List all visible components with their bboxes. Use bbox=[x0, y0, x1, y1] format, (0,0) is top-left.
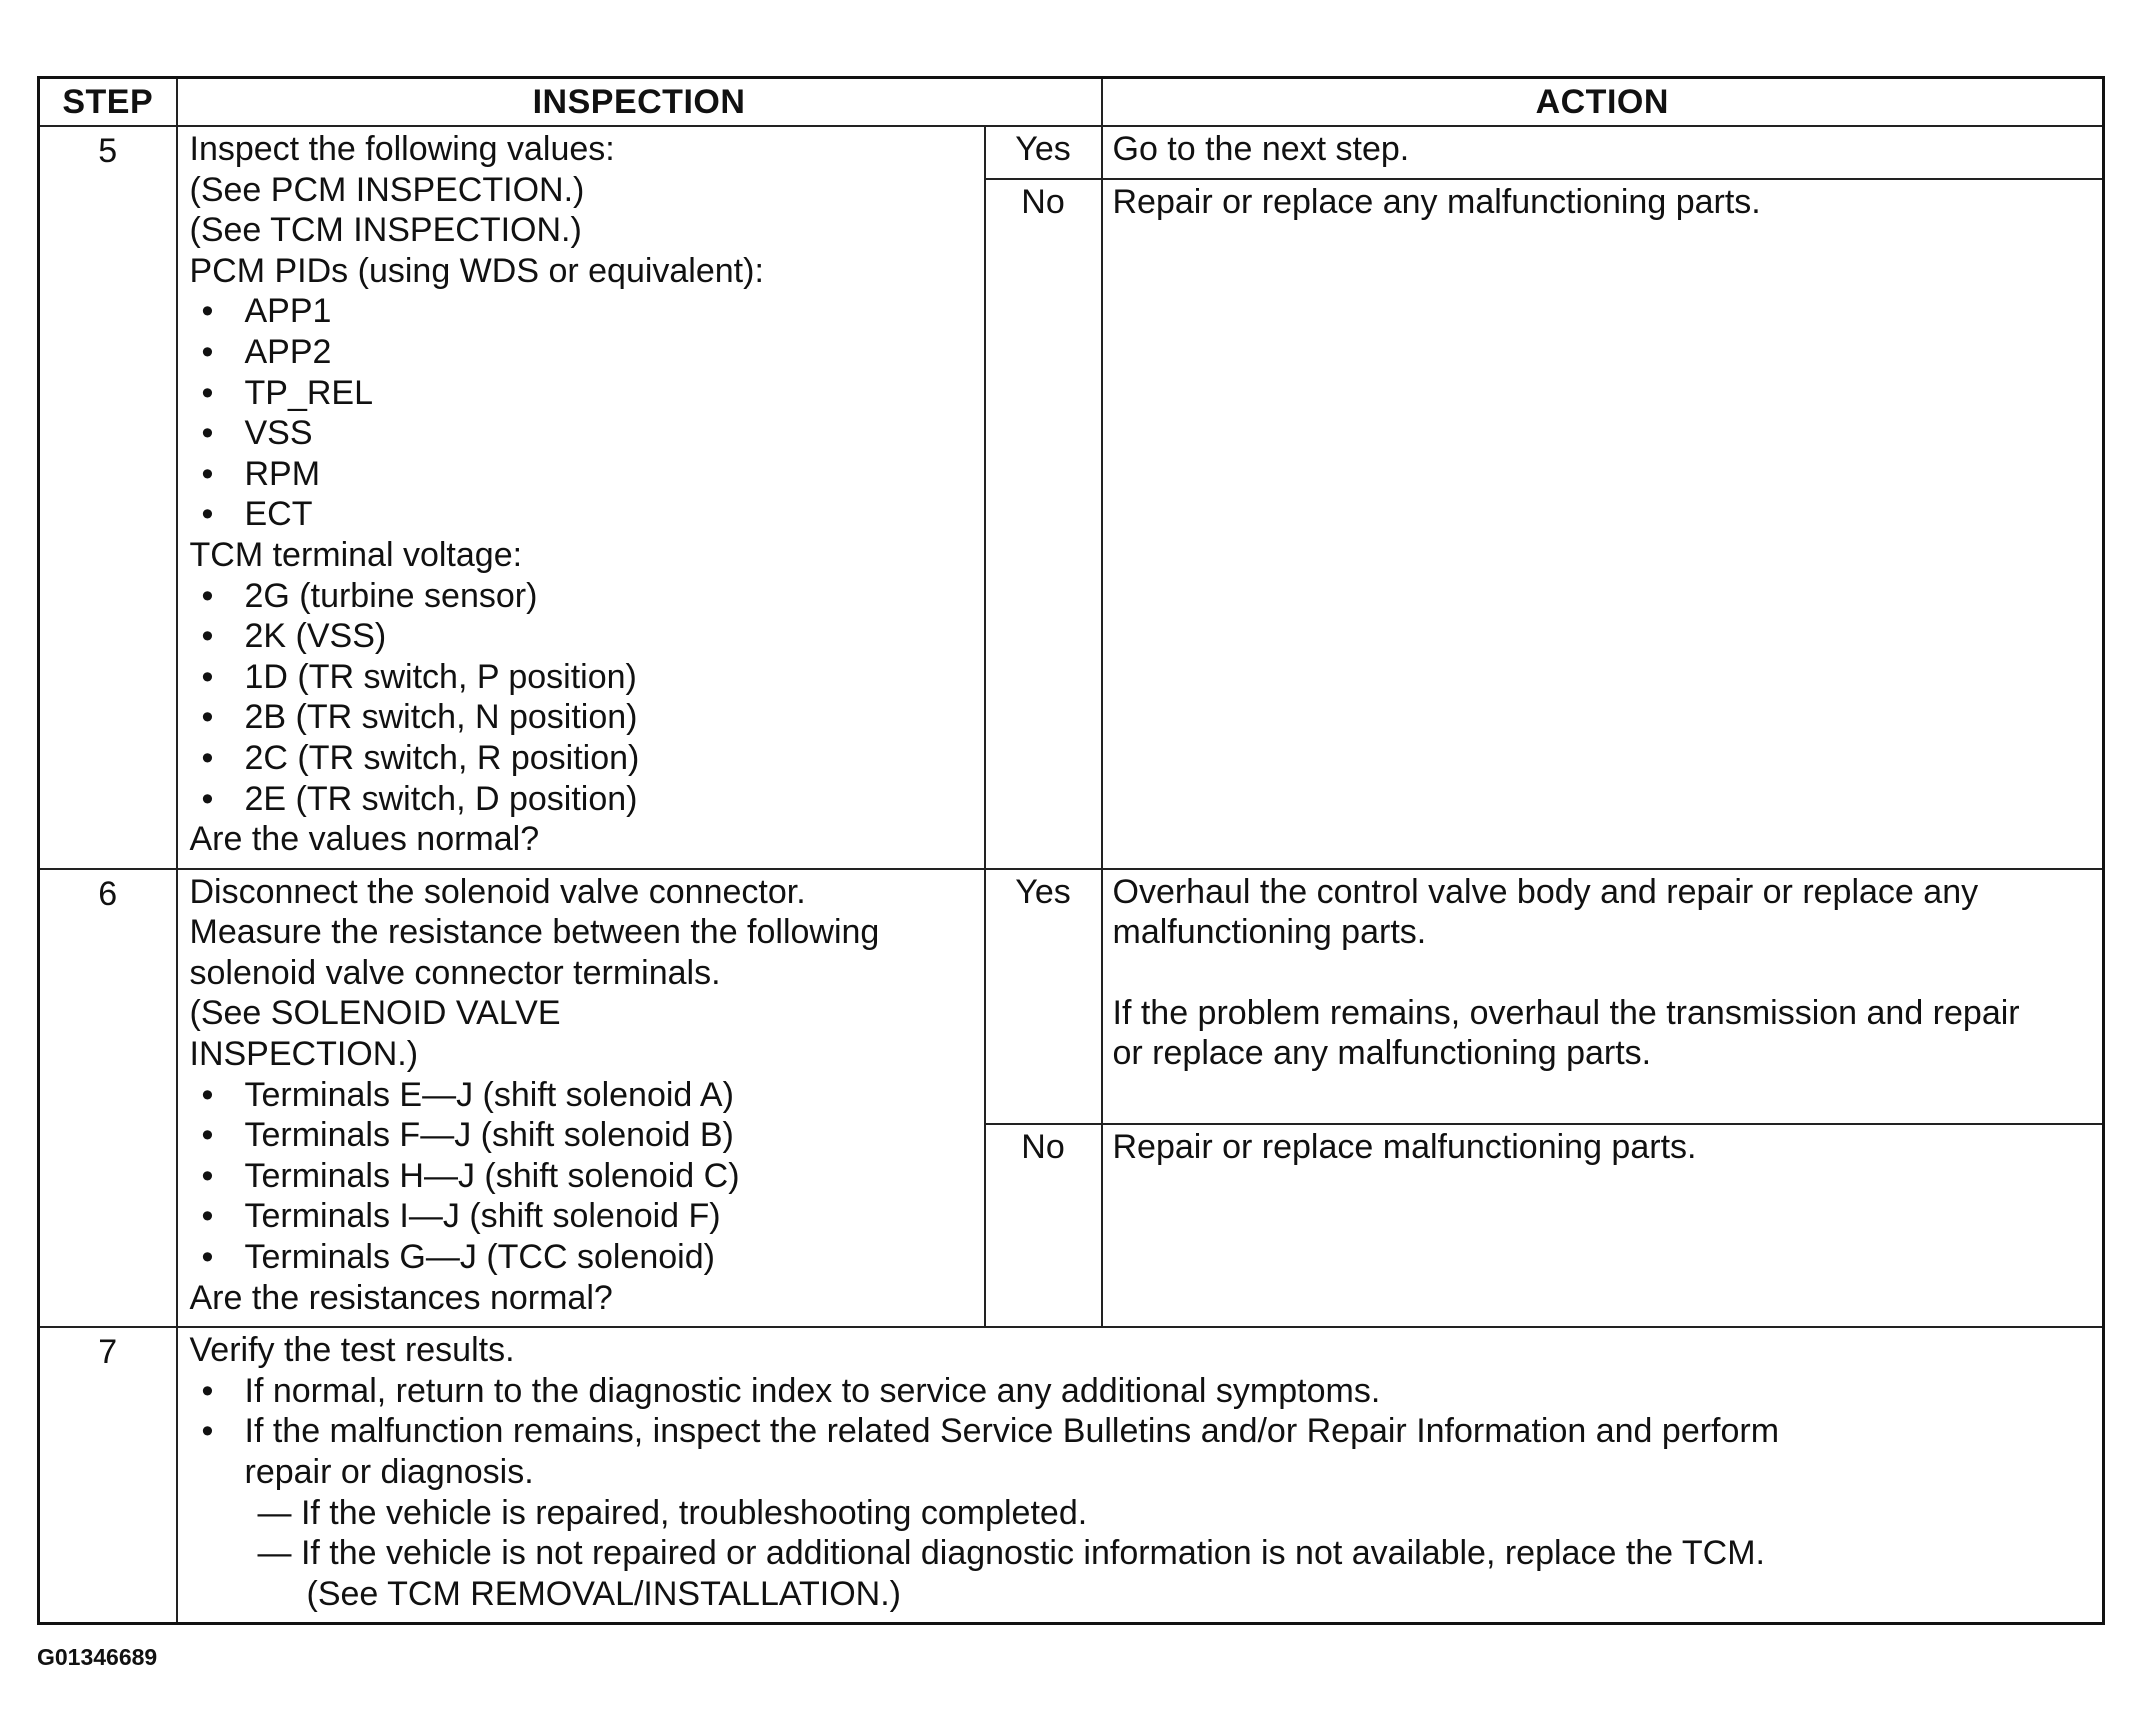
header-row bbox=[39, 78, 2104, 127]
text-line: malfunctioning parts. bbox=[1112, 913, 1427, 952]
text-line: Repair or replace malfunctioning parts. bbox=[1112, 1128, 1697, 1167]
text-line: (See TCM REMOVAL/INSTALLATION.) bbox=[306, 1574, 901, 1613]
text-line: Overhaul the control valve body and repair or replace any bbox=[1112, 872, 1979, 911]
bullet-item: • Terminals G—J (TCC solenoid) bbox=[190, 1237, 974, 1278]
text-line: or replace any malfunctioning parts. bbox=[1112, 1034, 1652, 1073]
text-line: Repair or replace any malfunctioning parts. bbox=[1112, 182, 1761, 221]
bullet-item: • Terminals H—J (shift solenoid C) bbox=[190, 1156, 974, 1197]
bullet-item: • TP_REL bbox=[190, 373, 974, 414]
step-5-inspection bbox=[177, 126, 985, 869]
bullet-item: • 2K (VSS) bbox=[190, 616, 974, 657]
text-line: Inspect the following values: bbox=[189, 130, 615, 168]
text-line: (See SOLENOID VALVE bbox=[189, 994, 561, 1033]
text-line: Are the resistances normal? bbox=[189, 1278, 613, 1317]
bullet-item: • Terminals F—J (shift solenoid B) bbox=[190, 1115, 974, 1156]
step-number: 7 bbox=[39, 1327, 177, 1624]
step-5-no-action bbox=[1102, 179, 2104, 869]
step-5-yes-row bbox=[39, 126, 2104, 179]
diagnostic-table bbox=[37, 76, 2105, 1625]
bullet-item: • If normal, return to the diagnostic index to service any additional symptoms. bbox=[190, 1371, 2093, 1412]
step-7-inspection bbox=[177, 1327, 2104, 1624]
step-6-yes-action bbox=[1102, 869, 2104, 1124]
step-6-yes-row bbox=[39, 869, 2104, 1124]
text-line: solenoid valve connector terminals. bbox=[189, 953, 721, 992]
bullet-item: • 2G (turbine sensor) bbox=[190, 576, 974, 617]
step-number: 5 bbox=[39, 126, 177, 869]
bullet-item: • Terminals I—J (shift solenoid F) bbox=[190, 1196, 974, 1237]
step-6-inspection bbox=[177, 869, 985, 1328]
header-inspection: INSPECTION bbox=[177, 78, 1102, 127]
no-label: No bbox=[985, 179, 1102, 869]
text-line: — If the vehicle is repaired, troubleshooting completed. bbox=[257, 1493, 1088, 1532]
text-line: (See PCM INSPECTION.) bbox=[189, 170, 585, 209]
text-line: Verify the test results. bbox=[189, 1331, 515, 1370]
header-step: STEP bbox=[39, 78, 177, 127]
text-line: If the problem remains, overhaul the transmission and repair bbox=[1112, 993, 2020, 1032]
text-line: Are the values normal? bbox=[189, 820, 540, 859]
step-7-row bbox=[39, 1327, 2104, 1624]
text-line: INSPECTION.) bbox=[189, 1035, 419, 1074]
text-line: — If the vehicle is not repaired or additional diagnostic information is not available, replace the TCM. bbox=[257, 1534, 1766, 1573]
bullet-item: • 2C (TR switch, R position) bbox=[190, 738, 974, 779]
text-line: Disconnect the solenoid valve connector. bbox=[189, 872, 806, 911]
bullet-item: • Terminals E—J (shift solenoid A) bbox=[190, 1075, 974, 1116]
text-line: Measure the resistance between the following bbox=[189, 913, 880, 952]
no-label: No bbox=[985, 1124, 1102, 1327]
bullet-item: • 2E (TR switch, D position) bbox=[190, 779, 974, 820]
bullet-item: • VSS bbox=[190, 413, 974, 454]
step-5-yes-action bbox=[1102, 126, 2104, 179]
bullet-item: • ECT bbox=[190, 494, 974, 535]
bullet-item: • APP1 bbox=[190, 291, 974, 332]
text-line: Go to the next step. bbox=[1112, 130, 1410, 168]
text-line: TCM terminal voltage: bbox=[189, 535, 523, 574]
yes-label: Yes bbox=[985, 869, 1102, 1124]
text-line: repair or diagnosis. bbox=[244, 1453, 534, 1491]
bullet-item: • RPM bbox=[190, 454, 974, 495]
header-action: ACTION bbox=[1102, 78, 2104, 127]
text-line: PCM PIDs (using WDS or equivalent): bbox=[189, 251, 764, 290]
text-line: (See TCM INSPECTION.) bbox=[189, 211, 582, 250]
bullet-item: • 2B (TR switch, N position) bbox=[190, 697, 974, 738]
bullet-item: • APP2 bbox=[190, 332, 974, 373]
bullet-item: • If the malfunction remains, inspect the related Service Bulletins and/or Repair Information and perform bbox=[190, 1411, 2093, 1452]
blank-line bbox=[1113, 953, 2093, 993]
yes-label: Yes bbox=[985, 126, 1102, 179]
step-6-no-action bbox=[1102, 1124, 2104, 1327]
step-number: 6 bbox=[39, 869, 177, 1328]
figure-id: G01346689 bbox=[37, 1644, 158, 1670]
bullet-item: • 1D (TR switch, P position) bbox=[190, 657, 974, 698]
